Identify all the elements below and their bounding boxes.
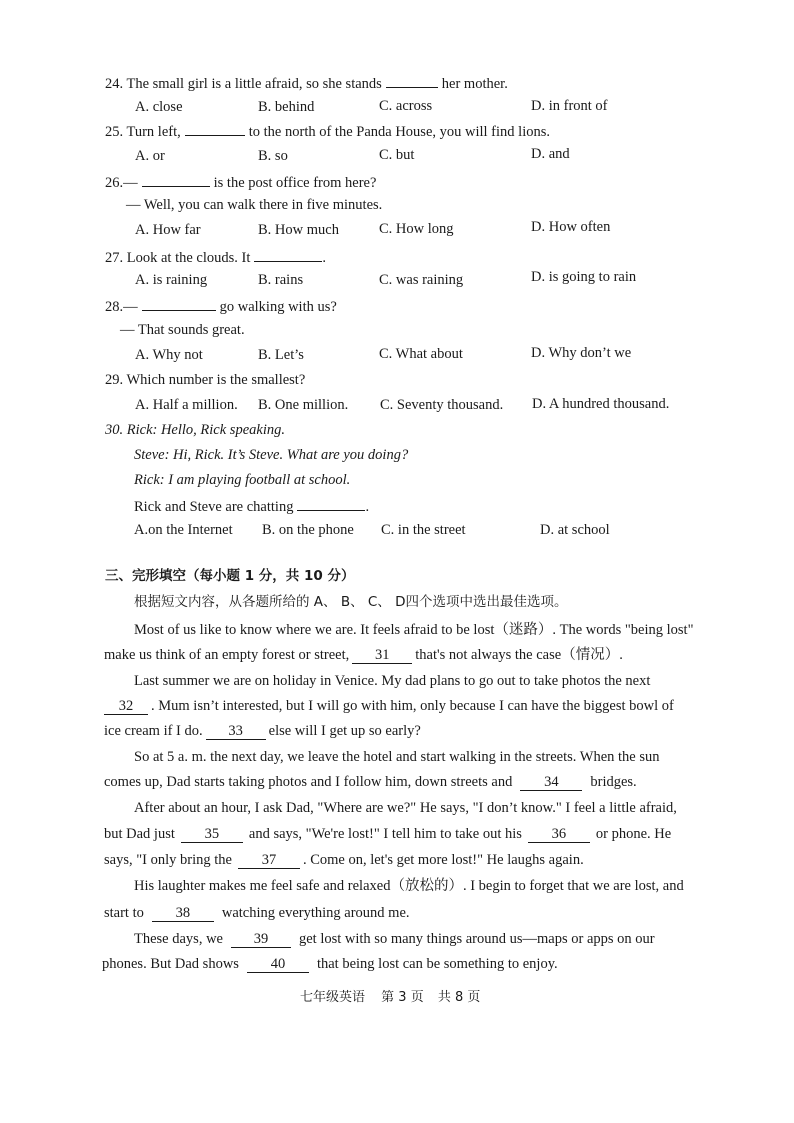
option-c: C. in the street — [381, 522, 466, 538]
option-b: B. rains — [258, 272, 304, 288]
blank-36: 36 — [528, 826, 590, 843]
passage-line: These days, we 39 get lost with so many things around us—maps or apps on our — [134, 931, 655, 947]
option-a: A. is raining — [135, 272, 208, 288]
option-b: B. so — [258, 148, 288, 164]
answer-blank — [254, 247, 322, 262]
passage-line: 32 . Mum isn’t interested, but I will go with him, only because I can have the biggest bowl of — [104, 697, 674, 715]
question-24: 24. The small girl is a little afraid, so she stands her mother. — [105, 73, 508, 93]
passage-line: ice cream if I do. 33 else will I get up so early? — [104, 723, 421, 739]
footer-page-number: 第 3 页 — [381, 990, 424, 1005]
blank-40: 40 — [247, 956, 309, 973]
option-d: D. is going to rain — [531, 269, 637, 285]
question-25: 25. Turn left, to the north of the Panda House, you will find lions. — [105, 121, 550, 141]
option-a: A.on the Internet — [134, 522, 233, 538]
blank-32: 32 — [104, 698, 148, 715]
page-footer — [300, 989, 480, 1007]
question-30-line-2: Steve: Hi, Rick. It’s Steve. What are you doing? — [134, 447, 409, 463]
option-c: C. but — [379, 147, 415, 163]
passage-line: comes up, Dad starts taking photos and I follow him, down streets and 34 bridges. — [104, 774, 637, 790]
option-a: A. or — [135, 148, 165, 164]
option-a: A. How far — [135, 222, 201, 238]
option-a: A. close — [135, 99, 183, 115]
option-d: D. in front of — [531, 98, 608, 114]
section-heading: 三、完形填空（每小题 1 分，共 10 分） — [105, 568, 355, 584]
option-a: A. Half a million. — [135, 397, 238, 413]
footer-subject: 七年级英语 — [300, 990, 366, 1005]
passage-line: After about an hour, I ask Dad, "Where are we?" He says, "I don’t know." I feel a little afraid, — [134, 800, 677, 816]
option-c: C. was raining — [379, 272, 464, 288]
question-26: 26.— is the post office from here? — [105, 172, 376, 192]
passage-line: start to 38 watching everything around me. — [104, 905, 410, 921]
question-30-line-3: Rick: I am playing football at school. — [134, 472, 351, 488]
question-28: 28.— go walking with us? — [105, 296, 337, 316]
blank-38: 38 — [152, 905, 214, 922]
option-c: C. What about — [379, 346, 463, 362]
question-30-prompt: Rick and Steve are chatting . — [134, 496, 369, 516]
answer-blank — [297, 496, 365, 511]
option-c: C. How long — [379, 221, 454, 237]
passage-line: phones. But Dad shows 40 that being lost can be something to enjoy. — [102, 956, 558, 972]
dialogue-reply: — Well, you can walk there in five minutes. — [126, 197, 383, 213]
option-b: B. behind — [258, 99, 315, 115]
option-d: D. How often — [531, 219, 611, 235]
section-instruction: 根据短文内容，从各题所给的 A、 B、 C、 D四个选项中选出最佳选项。 — [134, 594, 568, 610]
option-d: D. at school — [540, 522, 610, 538]
option-c: C. Seventy thousand. — [380, 397, 504, 413]
option-b: B. on the phone — [262, 522, 354, 538]
answer-blank — [142, 172, 210, 187]
blank-35: 35 — [181, 826, 243, 843]
blank-37: 37 — [238, 852, 300, 869]
option-c: C. across — [379, 98, 433, 114]
passage-line: says, "I only bring the 37 . Come on, let's get more lost!" He laughs again. — [104, 852, 584, 868]
option-b: B. One million. — [258, 397, 349, 413]
option-d: D. A hundred thousand. — [532, 396, 670, 412]
blank-39: 39 — [231, 931, 291, 948]
option-b: B. Let’s — [258, 347, 304, 363]
option-a: A. Why not — [135, 347, 203, 363]
answer-blank — [142, 296, 216, 311]
option-d: D. and — [531, 146, 570, 162]
passage-line: but Dad just 35 and says, "We're lost!" I tell him to take out his 36 or phone. He — [104, 826, 672, 842]
passage-line: Last summer we are on holiday in Venice. My dad plans to go out to take photos the next — [134, 673, 651, 689]
question-29: 29. Which number is the smallest? — [105, 372, 306, 388]
passage-line: make us think of an empty forest or street, 31 that's not always the case（情况）. — [104, 647, 623, 663]
blank-33: 33 — [206, 723, 266, 740]
question-30-line-1: 30. Rick: Hello, Rick speaking. — [105, 422, 285, 438]
dialogue-reply: — That sounds great. — [120, 322, 245, 338]
answer-blank — [386, 73, 438, 88]
option-b: B. How much — [258, 222, 339, 238]
answer-blank — [185, 121, 245, 136]
passage-line: So at 5 a. m. the next day, we leave the hotel and start walking in the streets. When the sun — [134, 749, 660, 765]
option-d: D. Why don’t we — [531, 345, 632, 361]
passage-line: Most of us like to know where we are. It feels afraid to be lost（迷路）. The words "being lost" — [134, 622, 694, 638]
blank-34: 34 — [520, 774, 582, 791]
question-27: 27. Look at the clouds. It . — [105, 247, 326, 267]
blank-31: 31 — [352, 647, 412, 664]
footer-total-pages: 共 8 页 — [437, 990, 481, 1005]
passage-line: His laughter makes me feel safe and relaxed（放松的）. I begin to forget that we are lost, and — [134, 878, 684, 894]
